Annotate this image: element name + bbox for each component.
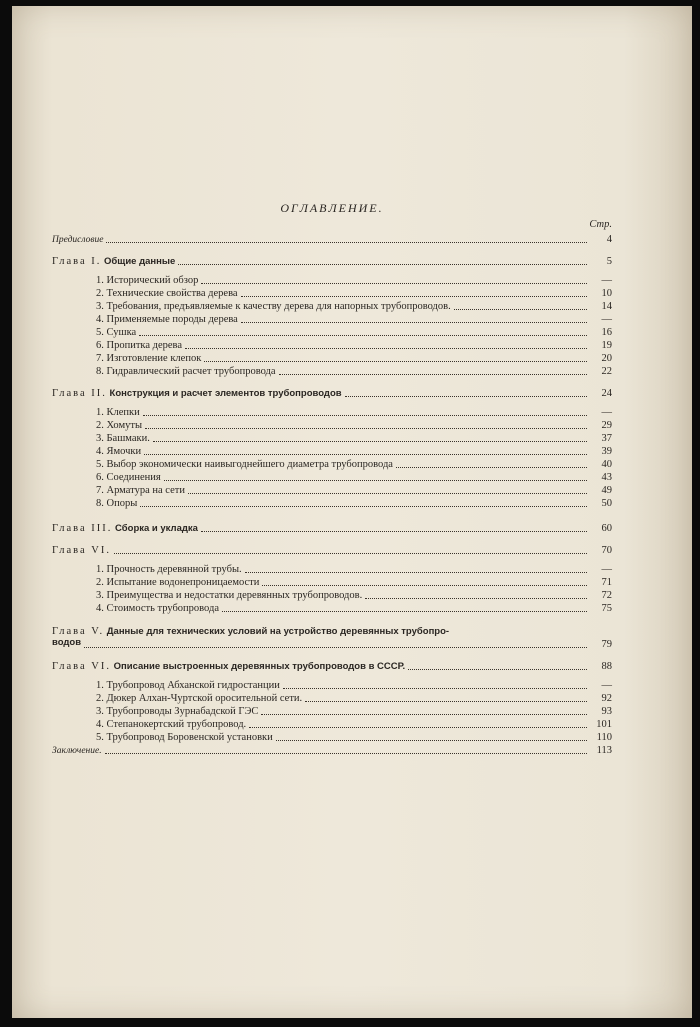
chapter-number: Глава V. bbox=[52, 626, 105, 637]
leader-dots bbox=[106, 242, 587, 243]
entry-page: 60 bbox=[601, 523, 612, 534]
toc-entry-preface bbox=[52, 233, 612, 246]
entry-label: 4. Ямочки bbox=[96, 446, 142, 457]
toc-chapter-4 bbox=[52, 544, 612, 557]
leader-dots bbox=[222, 611, 587, 612]
entry-label: 5. Выбор экономически наивыгоднейшего диаметра трубопровода bbox=[96, 459, 393, 470]
chapter-number: Глава I. bbox=[52, 256, 102, 267]
toc-entry bbox=[52, 406, 612, 419]
toc-entry bbox=[52, 576, 612, 589]
entry-page: 79 bbox=[601, 639, 612, 650]
toc-chapter-5 bbox=[52, 625, 612, 638]
leader-dots bbox=[144, 454, 587, 455]
entry-page: 49 bbox=[601, 485, 612, 496]
entry-page: 22 bbox=[601, 366, 612, 377]
toc-entry bbox=[52, 484, 612, 497]
leader-dots bbox=[185, 348, 587, 349]
entry-label: 5. Сушка bbox=[96, 327, 137, 338]
entry-page: 75 bbox=[601, 603, 612, 614]
chapter-title: Описание выстроенных деревянных трубопроводов в СССР. bbox=[113, 661, 406, 672]
entry-page: 43 bbox=[601, 472, 612, 483]
entry-page: 37 bbox=[601, 433, 612, 444]
toc-title: ОГЛАВЛЕНИЕ. bbox=[280, 201, 384, 215]
entry-page: — bbox=[601, 564, 612, 575]
entry-label: 2. Испытание водонепроницаемости bbox=[96, 577, 260, 588]
entry-page: — bbox=[601, 407, 612, 418]
leader-dots bbox=[143, 415, 587, 416]
toc-entry bbox=[52, 718, 612, 731]
toc-entry bbox=[52, 274, 612, 287]
entry-page: 101 bbox=[596, 719, 612, 730]
entry-label: 4. Степанокертский трубопровод. bbox=[96, 719, 247, 730]
entry-label: 8. Гидравлический расчет трубопровода bbox=[96, 366, 276, 377]
toc-entry bbox=[52, 692, 612, 705]
entry-label: 2. Хомуты bbox=[96, 420, 143, 431]
entry-page: 10 bbox=[601, 288, 612, 299]
toc-entry bbox=[52, 471, 612, 484]
entry-page: 24 bbox=[601, 388, 612, 399]
toc-entry bbox=[52, 287, 612, 300]
leader-dots bbox=[201, 283, 587, 284]
entry-page: — bbox=[601, 314, 612, 325]
entry-page: 88 bbox=[601, 661, 612, 672]
leader-dots bbox=[164, 480, 587, 481]
toc-chapter-1 bbox=[52, 255, 612, 268]
leader-dots bbox=[140, 506, 587, 507]
toc-entry bbox=[52, 589, 612, 602]
chapter-number: Глава VI. bbox=[52, 661, 111, 672]
leader-dots bbox=[139, 335, 587, 336]
toc-chapter-2 bbox=[52, 387, 612, 400]
toc-chapter-6 bbox=[52, 660, 612, 673]
entry-label: 1. Прочность деревянной трубы. bbox=[96, 564, 242, 575]
entry-page: 16 bbox=[601, 327, 612, 338]
leader-dots bbox=[305, 701, 587, 702]
entry-page: 20 bbox=[601, 353, 612, 364]
entry-label: 7. Изготовление клепок bbox=[96, 353, 202, 364]
leader-dots bbox=[261, 714, 587, 715]
entry-page: 39 bbox=[601, 446, 612, 457]
toc-entry bbox=[52, 326, 612, 339]
entry-label: 8. Опоры bbox=[96, 498, 138, 509]
entry-label: Заключение. bbox=[52, 746, 102, 756]
entry-page: — bbox=[601, 275, 612, 286]
toc-entry bbox=[52, 432, 612, 445]
entry-page: 71 bbox=[601, 577, 612, 588]
leader-dots bbox=[283, 688, 587, 689]
entry-label: 1. Клепки bbox=[96, 407, 140, 418]
entry-page: 29 bbox=[601, 420, 612, 431]
leader-dots bbox=[454, 309, 587, 310]
chapter-number: Глава III. bbox=[52, 523, 113, 534]
toc-entry bbox=[52, 458, 612, 471]
entry-page: 4 bbox=[606, 234, 612, 245]
entry-page: 113 bbox=[596, 745, 612, 756]
entry-label: 3. Башмаки. bbox=[96, 433, 150, 444]
leader-dots bbox=[114, 553, 587, 554]
toc-entry bbox=[52, 497, 612, 510]
chapter-number: Глава VI. bbox=[52, 545, 111, 556]
entry-label: 1. Трубопровод Абханской гидростанции bbox=[96, 680, 280, 691]
entry-page: 93 bbox=[601, 706, 612, 717]
entry-label: 4. Применяемые породы дерева bbox=[96, 314, 238, 325]
entry-label: 3. Требования, предъявляемые к качеству дерева для напорных трубопроводов. bbox=[96, 301, 451, 312]
toc-entry bbox=[52, 300, 612, 313]
leader-dots bbox=[84, 647, 587, 648]
toc-entry bbox=[52, 313, 612, 326]
leader-dots bbox=[241, 322, 587, 323]
toc-entry bbox=[52, 705, 612, 718]
chapter-title: Конструкция и расчет элементов трубопроводов bbox=[109, 388, 342, 399]
entry-label: Предисловие bbox=[52, 235, 104, 245]
toc-entry bbox=[52, 419, 612, 432]
leader-dots bbox=[178, 264, 587, 265]
entry-page: 92 bbox=[601, 693, 612, 704]
leader-dots bbox=[249, 727, 587, 728]
entry-label: 7. Арматура на сети bbox=[96, 485, 185, 496]
leader-dots bbox=[153, 441, 587, 442]
toc-entry bbox=[52, 563, 612, 576]
entry-page: 110 bbox=[596, 732, 612, 743]
chapter-title: Общие данные bbox=[104, 256, 176, 267]
toc-entry bbox=[52, 339, 612, 352]
entry-page: 19 bbox=[601, 340, 612, 351]
toc-chapter-5-continuation bbox=[52, 638, 612, 651]
toc-entry bbox=[52, 352, 612, 365]
chapter-title-continuation: водов bbox=[52, 636, 82, 648]
leader-dots bbox=[279, 374, 587, 375]
entry-label: 6. Пропитка дерева bbox=[96, 340, 183, 351]
entry-page: 50 bbox=[601, 498, 612, 509]
entry-label: 2. Технические свойства дерева bbox=[96, 288, 238, 299]
chapter-number: Глава II. bbox=[52, 388, 107, 399]
entry-label: 2. Дюкер Алхан-Чуртской оросительной сети. bbox=[96, 693, 303, 704]
leader-dots bbox=[241, 296, 587, 297]
page-column-label: Стр. bbox=[589, 219, 612, 230]
entry-label: 1. Исторический обзор bbox=[96, 275, 199, 286]
toc-chapter-3 bbox=[52, 522, 612, 535]
leader-dots bbox=[188, 493, 587, 494]
toc-entry bbox=[52, 445, 612, 458]
toc-entry-conclusion bbox=[52, 744, 612, 757]
toc-entry bbox=[52, 679, 612, 692]
leader-dots bbox=[105, 753, 587, 754]
leader-dots bbox=[345, 396, 587, 397]
chapter-title: Сборка и укладка bbox=[115, 523, 198, 534]
entry-page: 14 bbox=[601, 301, 612, 312]
entry-page: 5 bbox=[606, 256, 612, 267]
toc-entry bbox=[52, 602, 612, 615]
leader-dots bbox=[245, 572, 587, 573]
leader-dots bbox=[408, 669, 587, 670]
table-of-contents bbox=[52, 202, 612, 757]
leader-dots bbox=[201, 531, 587, 532]
toc-entry bbox=[52, 731, 612, 744]
leader-dots bbox=[396, 467, 587, 468]
chapter-title: Данные для технических условий на устройство деревянных трубопро- bbox=[106, 626, 450, 637]
leader-dots bbox=[262, 585, 587, 586]
book-page bbox=[12, 6, 692, 1018]
entry-page: 70 bbox=[601, 545, 612, 556]
entry-label: 3. Преимущества и недостатки деревянных трубопроводов. bbox=[96, 590, 363, 601]
toc-entry bbox=[52, 365, 612, 378]
leader-dots bbox=[276, 740, 587, 741]
entry-page: — bbox=[601, 680, 612, 691]
entry-label: 6. Соединения bbox=[96, 472, 161, 483]
leader-dots bbox=[204, 361, 587, 362]
entry-label: 3. Трубопроводы Зурнабадской ГЭС bbox=[96, 706, 259, 717]
leader-dots bbox=[365, 598, 587, 599]
leader-dots bbox=[145, 428, 587, 429]
entry-page: 40 bbox=[601, 459, 612, 470]
entry-page: 72 bbox=[601, 590, 612, 601]
entry-label: 5. Трубопровод Боровенской установки bbox=[96, 732, 273, 743]
entry-label: 4. Стоимость трубопровода bbox=[96, 603, 219, 614]
